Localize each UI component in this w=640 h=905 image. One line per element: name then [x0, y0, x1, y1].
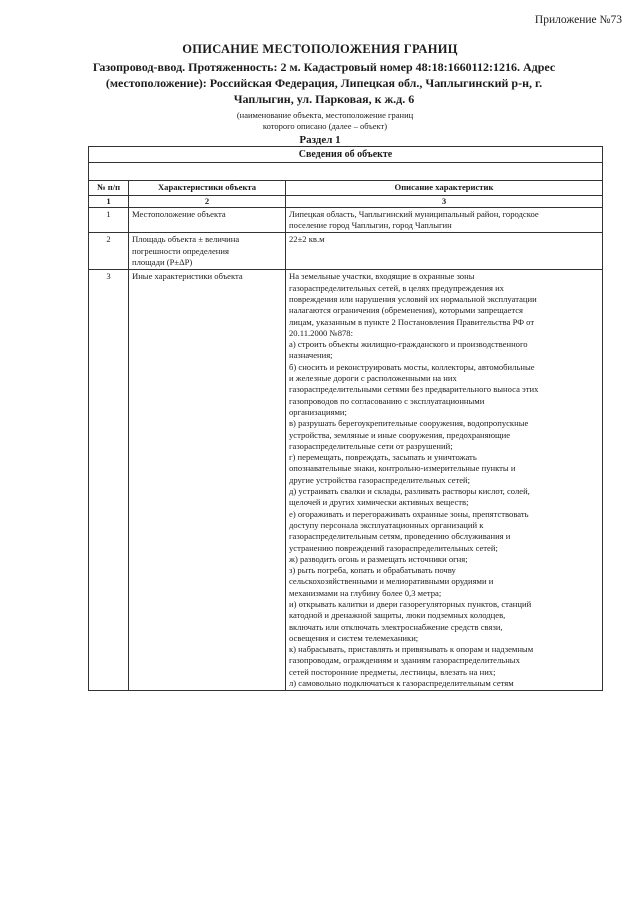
description-line: к) набрасывать, приставлять и привязывать к опорам и надземным [289, 644, 534, 655]
object-description [74, 59, 574, 107]
characteristic-line: Площадь объекта ± величина [132, 234, 240, 245]
description-line: освещения и систем телемеханики; [289, 632, 419, 643]
row-number: 3 [89, 270, 129, 691]
description-line: газопроводам, ограждениям и зданиям газораспределительных [289, 655, 520, 666]
description-line: газораспределительным сетям, проведению обслуживания и [289, 531, 511, 542]
description-line: газопроводов по согласованию с эксплуатационными [289, 395, 485, 406]
row-characteristic: Местоположение объекта [129, 207, 286, 233]
row-description [286, 207, 603, 233]
description-line: 20.11.2000 №878: [289, 327, 353, 338]
section-title: Раздел 1 [299, 134, 341, 146]
description-line: газораспределительными сетями без предварительного выноса этих [289, 384, 539, 395]
description-line: д) устраивать свалки и склады, разливать растворы кислот, солей, [289, 486, 530, 497]
subtitle-line: Чаплыгин, ул. Парковая, к ж.д. 6 [233, 92, 415, 106]
description-line: На земельные участки, входящие в охранные зоны [289, 271, 475, 282]
description-line: доступу персонала эксплуатационных организаций к [289, 519, 484, 530]
description-line: 22±2 кв.м [289, 234, 325, 245]
object-info-table [88, 146, 603, 691]
caption [200, 110, 450, 132]
table-spacer [89, 163, 603, 181]
row-characteristic [129, 233, 286, 270]
description-line: налагаются ограничения (обременения), которыми запрещается [289, 305, 523, 316]
description-line: сельскохозяйственными и мелиоративными орудиями и [289, 576, 494, 587]
row-characteristic: Иные характеристики объекта [129, 270, 286, 691]
caption-line: которого описано (далее – объект) [262, 121, 388, 131]
row-description [286, 233, 603, 270]
description-line: опознавательные знаки, контрольно-измерительные пункты и [289, 463, 516, 474]
row-number: 1 [89, 207, 129, 233]
description-line: газораспределительные сети от разрушений; [289, 440, 453, 451]
subtitle-line: Газопровод-ввод. Протяженность: 2 м. Кадастровый номер 48:18:1660112:1216. Адрес [92, 60, 556, 74]
table-row [89, 233, 603, 270]
description-line: сетей посторонние предметы, лестницы, влезать на них; [289, 666, 496, 677]
description-line: а) строить объекты жилищно-гражданского и производственного [289, 339, 528, 350]
description-line: устранению повреждений газораспределительных сетей; [289, 542, 498, 553]
caption-line: (наименование объекта, местоположение границ [236, 110, 414, 120]
description-line: щелочей и других химически активных веществ; [289, 497, 469, 508]
description-line: з) рыть погреба, копать и обрабатывать почву [289, 565, 456, 576]
description-line: в) разрушать берегоукрепительные сооружения, водопропускные [289, 418, 529, 429]
description-line: организациями; [289, 406, 347, 417]
document-title: ОПИСАНИЕ МЕСТОПОЛОЖЕНИЯ ГРАНИЦ [182, 42, 458, 56]
description-line: ж) разводить огонь и размещать источники огня; [289, 553, 468, 564]
table-row [89, 207, 603, 233]
description-line: другие устройства газораспределительных сетей; [289, 474, 471, 485]
description-line: повреждения или нарушения условий их нормальной эксплуатации [289, 293, 537, 304]
description-line: лицам, указанным в пункте 2 Постановления Правительства РФ от [289, 316, 535, 327]
description-line: г) перемещать, повреждать, засыпать и уничтожать [289, 452, 477, 463]
column-header-num: № п/п [89, 181, 129, 195]
characteristic-line: площади (P±ΔP) [132, 257, 193, 268]
appendix-label: Приложение №73 [534, 14, 622, 26]
characteristic-line: погрешности определения [132, 245, 229, 256]
description-line: катодной и дренажной защиты, люки подземных колодцев, [289, 610, 506, 621]
description-line: л) самовольно подключаться к газораспределительным сетям [289, 678, 514, 689]
column-header-characteristic: Характеристики объекта [129, 181, 286, 195]
row-description [286, 270, 603, 691]
description-line: и) открывать калитки и двери газорегуляторных пунктов, станций [289, 598, 532, 609]
description-line: назначения; [289, 350, 333, 361]
column-number: 2 [129, 195, 286, 207]
table-header: Сведения об объекте [89, 147, 603, 163]
description-line: поселение город Чаплыгин, город Чаплыгин [289, 220, 452, 231]
subtitle-line: (местоположение): Российская Федерация, Липецкая обл., Чаплыгинский р-н, г. [105, 76, 543, 90]
description-line: Липецкая область, Чаплыгинский муниципальный район, городское [289, 208, 539, 219]
description-line: и железные дороги с расположенными на них [289, 373, 457, 384]
description-line: б) сносить и реконструировать мосты, коллекторы, автомобильные [289, 361, 535, 372]
column-number: 1 [89, 195, 129, 207]
column-number: 3 [286, 195, 603, 207]
column-header-description: Описание характеристик [286, 181, 603, 195]
row-number: 2 [89, 233, 129, 270]
description-line: е) огораживать и перегораживать охранные зоны, препятствовать [289, 508, 529, 519]
description-line: включать или отключать электроснабжение средств связи, [289, 621, 503, 632]
description-line: устройства, земляные и иные сооружения, предохраняющие [289, 429, 511, 440]
table-row [89, 270, 603, 691]
description-line: механизмами на глубину более 0,3 метра; [289, 587, 442, 598]
description-line: газораспределительных сетей, в целях предупреждения их [289, 282, 504, 293]
